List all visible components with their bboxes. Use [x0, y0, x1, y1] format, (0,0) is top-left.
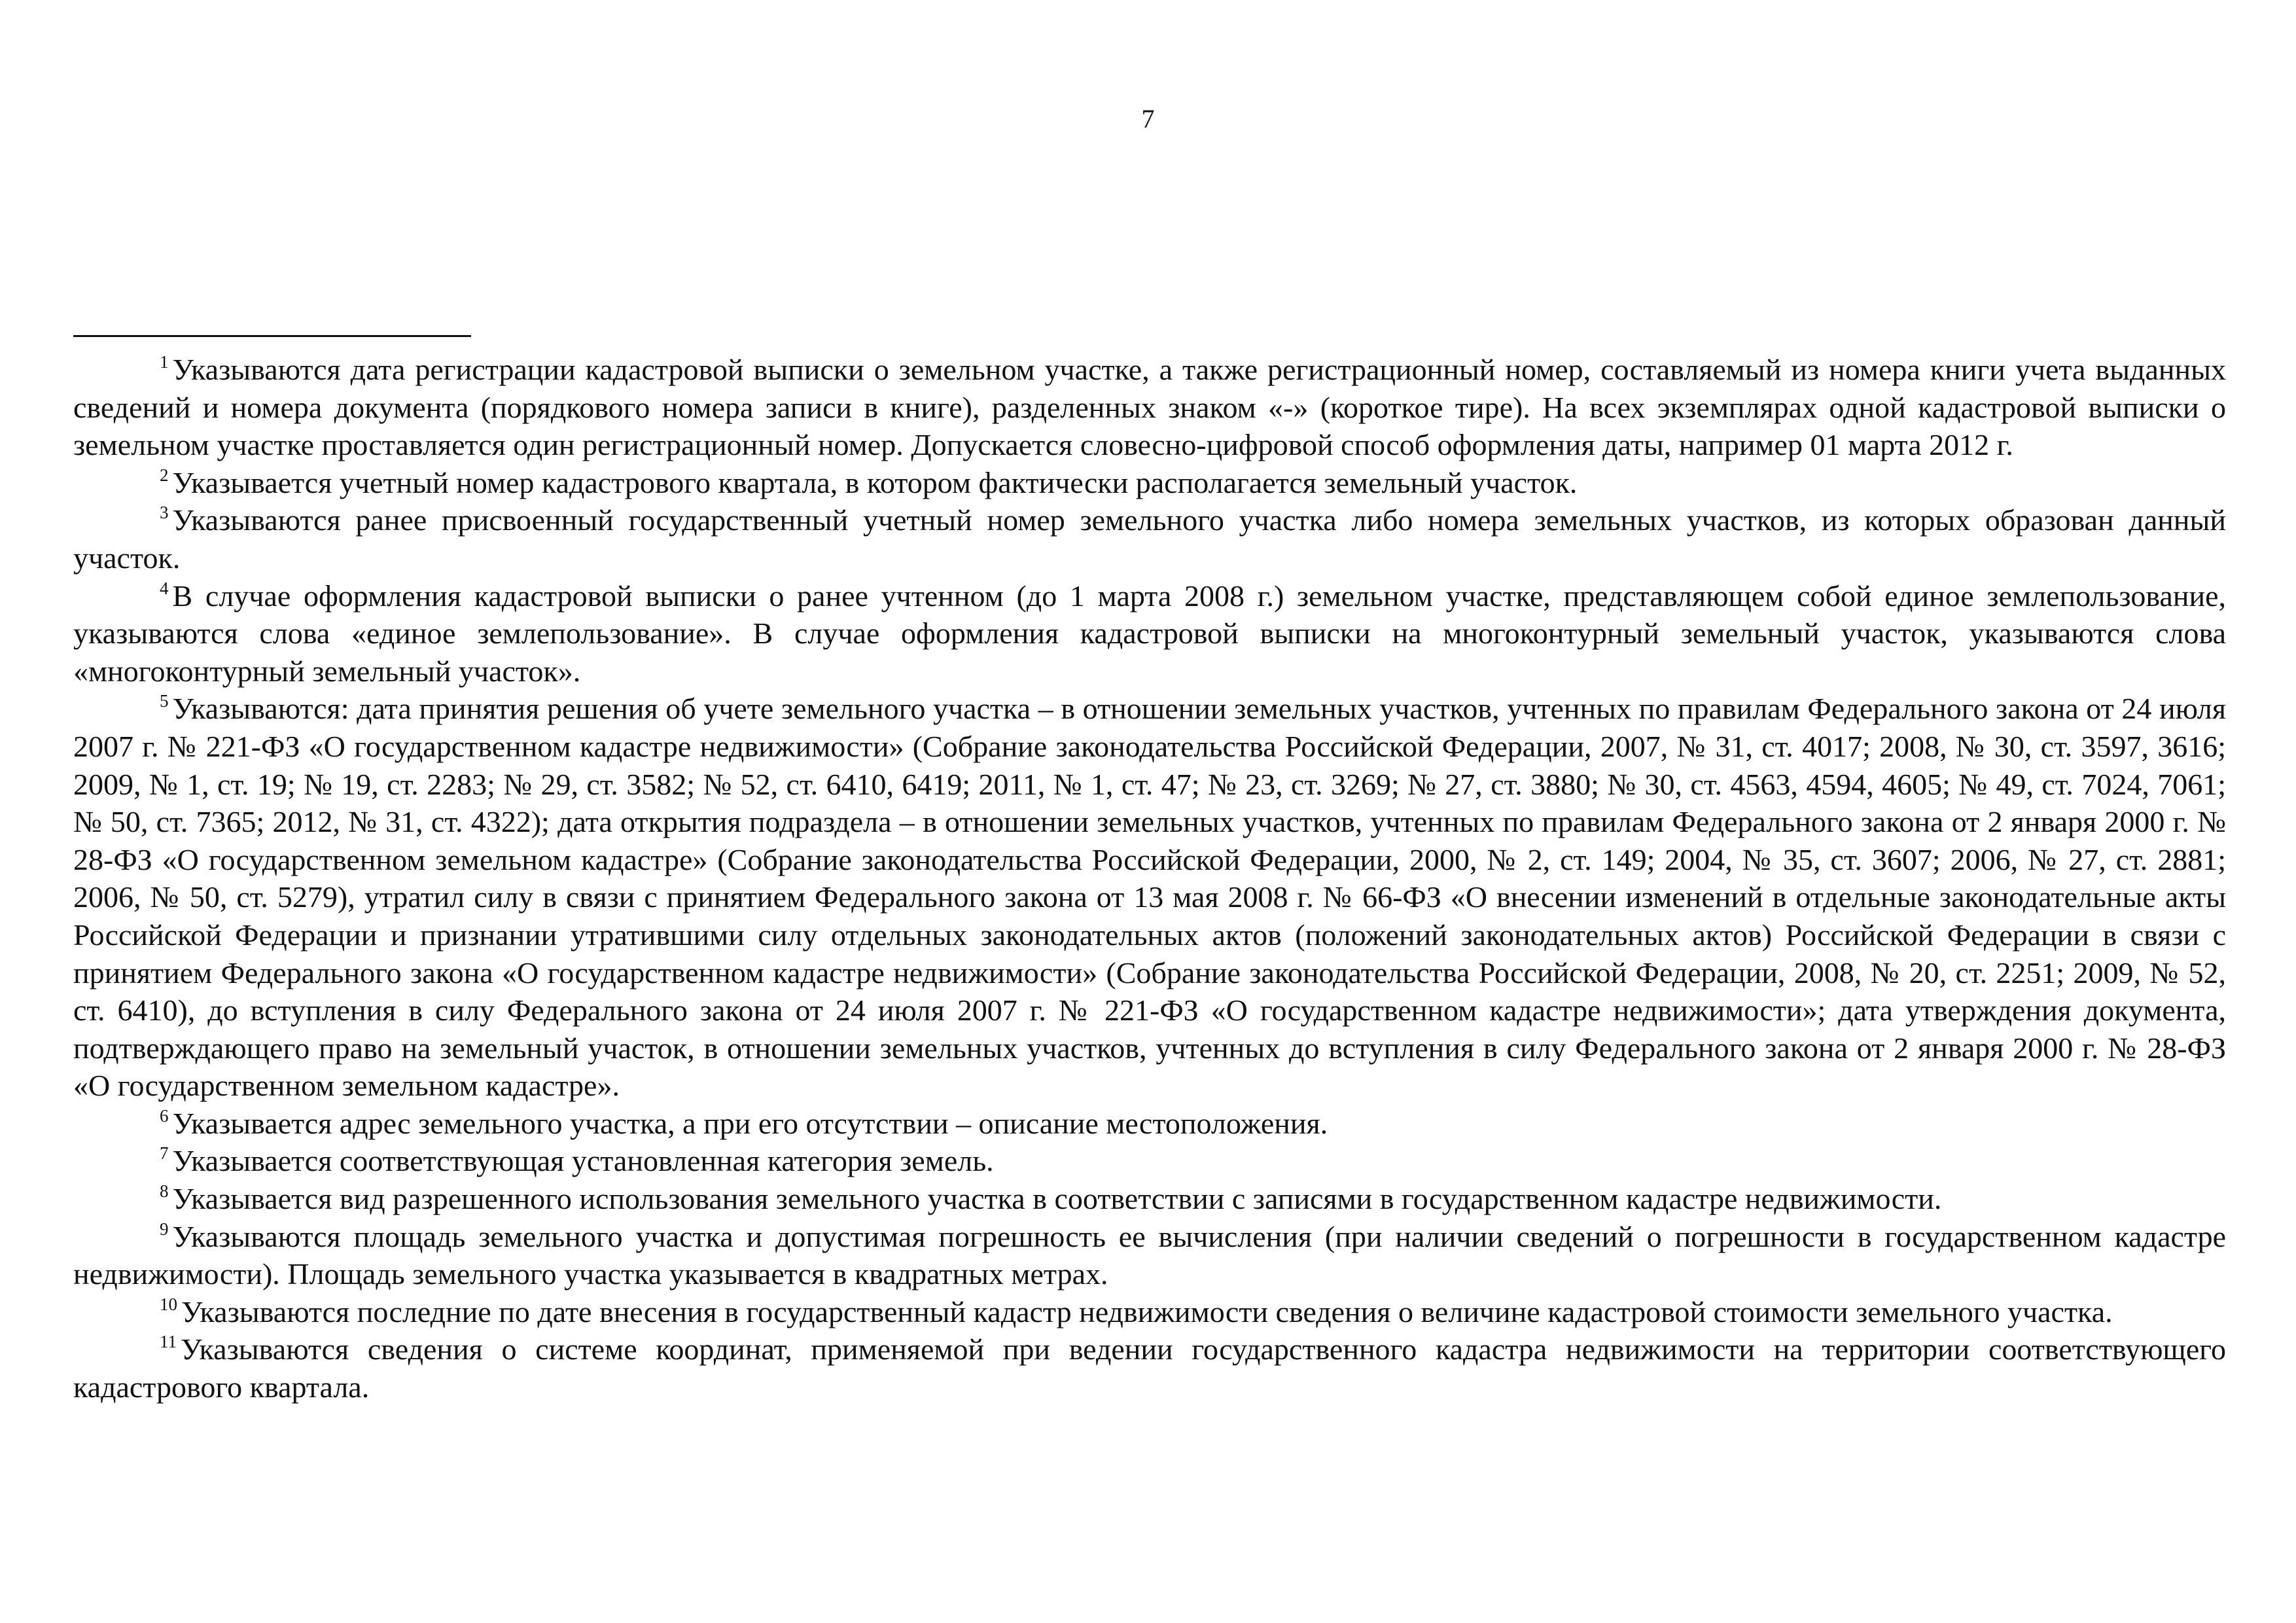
footnote-text: Указываются: дата принятия решения об учете земельного участка – в отношении земельных участков, учтенных по правилам Федерального закона от 24 июля 2007 г. № 221-ФЗ «О государственном кадастре недвижимости» (Собрание законодательства Российской Федерации, 2007, № 31, ст. 4017; 2008, № 30, ст. 3597, 3616; 2009, № 1, ст. 19; № 19, ст. 2283; № 29, ст. 3582; № 52, ст. 6410, 6419; 2011, № 1, ст. 47; № 23, ст. 3269; № 27, ст. 3880; № 30, ст. 4563, 4594, 4605; № 49, ст. 7024, 7061; № 50, ст. 7365; 2012, № 31, ст. 4322); дата открытия подраздела – в отношении земельных участков, учтенных по правилам Федерального закона от 2 января 2000 г. № 28-ФЗ «О государственном земельном кадастре» (Собрание законодательства Российской Федерации, 2000, № 2, ст. 149; 2004, № 35, ст. 3607; 2006, № 27, ст. 2881; 2006, № 50, ст. 5279), утратил силу в связи с принятием Федерального закона от 13 мая 2008 г. № 66-ФЗ «О внесении изменений в отдельные законодательные акты Российской Федерации и признании утратившими силу отдельных законодательных актов (положений законодательных актов) Российской Федерации в связи с принятием Федерального закона «О государственном кадастре недвижимости» (Собрание законодательства Российской Федерации, 2008, № 20, ст. 2251; 2009, № 52, ст. 6410), до вступления в силу Федерального закона от 24 июля 2007 г. № 221-ФЗ «О государственном кадастре недвижимости»; дата утверждения документа, подтверждающего право на земельный участок, в отношении земельных участков, учтенных до вступления в силу Федерального закона от 2 января 2000 г. № 28-ФЗ «О государственном земельном кадастре».: [73, 692, 2226, 1103]
footnote-9: [73, 1218, 2226, 1293]
footnote-separator: [73, 335, 471, 337]
footnote-marker: 9: [160, 1219, 169, 1239]
page-number: 7: [1141, 104, 1155, 134]
footnote-text: Указывается соответствующая установленная категория земель.: [172, 1144, 994, 1178]
footnote-marker: 10: [160, 1294, 177, 1314]
footnote-marker: 3: [160, 503, 169, 523]
footnote-2: [73, 464, 2226, 502]
footnotes-section: [73, 351, 2226, 1406]
footnote-text: В случае оформления кадастровой выписки о ранее учтенном (до 1 марта 2008 г.) земельном участке, представляющем собой единое землепользование, указываются слова «единое землепользование». В случае оформления кадастровой выписки на многоконтурный земельный участок, указываются слова «многоконтурный земельный участок».: [73, 579, 2226, 688]
footnote-6: [73, 1105, 2226, 1143]
footnote-text: Указывается адрес земельного участка, а при его отсутствии – описание местоположения.: [172, 1106, 1328, 1140]
footnote-text: Указываются ранее присвоенный государственный учетный номер земельного участка либо номера земельных участков, из которых образован данный участок.: [73, 503, 2226, 575]
footnote-text: Указываются площадь земельного участка и допустимая погрешность ее вычисления (при наличии сведений о погрешности в государственном кадастре недвижимости). Площадь земельного участка указывается в квадратных метрах.: [73, 1219, 2226, 1291]
footnote-marker: 6: [160, 1105, 169, 1126]
footnote-marker: 1: [160, 352, 169, 372]
footnote-text: Указываются последние по дате внесения в государственный кадастр недвижимости сведения о величине кадастровой стоимости земельного участка.: [181, 1294, 2113, 1329]
footnote-8: [73, 1180, 2226, 1218]
footnote-text: Указываются сведения о системе координат, применяемой при ведении государственного кадастра недвижимости на территории соответствующего кадастрового квартала.: [73, 1332, 2226, 1404]
footnote-marker: 7: [160, 1143, 169, 1164]
footnote-1: [73, 351, 2226, 464]
footnote-text: Указываются дата регистрации кадастровой выписки о земельном участке, а также регистрационный номер, составляемый из номера книги учета выданных сведений и номера документа (порядкового номера записи в книге), разделенных знаком «-» (короткое тире). На всех экземплярах одной кадастровой выписки о земельном участке проставляется один регистрационный номер. Допускается словесно-цифровой способ оформления даты, например 01 марта 2012 г.: [73, 353, 2226, 462]
footnote-4: [73, 577, 2226, 690]
footnote-text: Указывается вид разрешенного использования земельного участка в соответствии с записями в государственном кадастре недвижимости.: [172, 1182, 1942, 1216]
footnote-marker: 2: [160, 465, 169, 485]
footnote-10: [73, 1293, 2226, 1331]
footnote-text: Указывается учетный номер кадастрового квартала, в котором фактически располагается земельный участок.: [172, 465, 1578, 499]
footnote-marker: 4: [160, 578, 169, 598]
footnote-3: [73, 501, 2226, 577]
footnote-11: [73, 1330, 2226, 1406]
footnote-marker: 5: [160, 691, 169, 711]
footnote-5: [73, 690, 2226, 1105]
footnote-marker: 8: [160, 1181, 169, 1202]
footnote-7: [73, 1142, 2226, 1180]
footnote-marker: 11: [160, 1332, 177, 1352]
